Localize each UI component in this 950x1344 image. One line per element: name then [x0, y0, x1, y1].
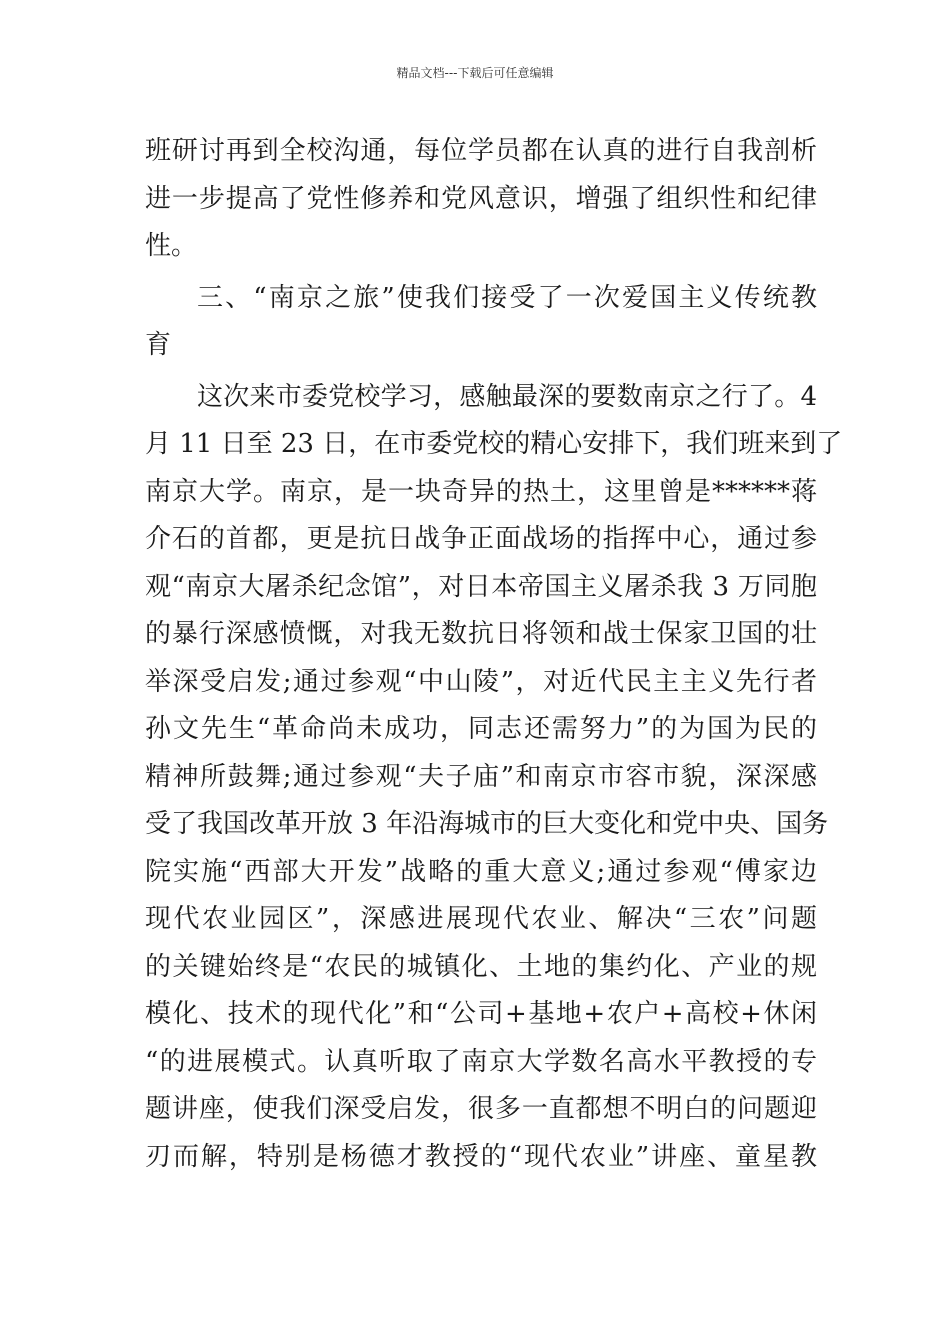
- text-line: 月 11 日至 23 日，在市委党校的精心安排下，我们班来到了: [145, 429, 843, 459]
- text-line: 孙文先生“革命尚未成功，同志还需努力”的为国为民的: [145, 714, 817, 744]
- text-line: 的关键始终是“农民的城镇化、土地的集约化、产业的规: [145, 951, 817, 982]
- text-line: 介石的首都，更是抗日战争正面战场的指挥中心，通过参: [145, 524, 817, 554]
- section-heading: [145, 275, 817, 370]
- text-line: 三、“南京之旅”使我们接受了一次爱国主义传统教: [197, 282, 817, 313]
- text-line: 班研讨再到全校沟通，每位学员都在认真的进行自我剖析: [145, 136, 817, 166]
- document-body: [145, 128, 843, 1181]
- text-line: 育: [145, 330, 172, 360]
- text-line: 刃而解，特别是杨德才教授的“现代农业”讲座、童星教: [145, 1141, 817, 1172]
- text-line: 现代农业园区”，深感进展现代农业、解决“三农”问题: [145, 904, 817, 934]
- text-line: 受了我国改革开放 3 年沿海城市的巨大变化和党中央、国务: [145, 809, 829, 839]
- text-line: 模化、技术的现代化”和“公司+基地+农户+高校+休闲: [145, 999, 817, 1029]
- paragraph-3: [145, 374, 843, 1182]
- paragraph-1: [145, 128, 817, 271]
- text-line: “的进展模式。认真听取了南京大学数名高水平教授的专: [145, 1046, 817, 1077]
- text-line: 题讲座，使我们深受启发，很多一直都想不明白的问题迎: [145, 1094, 817, 1124]
- text-line: 院实施“西部大开发”战略的重大意义;通过参观“傅家边: [145, 856, 817, 887]
- page-header: 精品文档---下载后可任意编辑: [396, 66, 554, 80]
- text-line: 南京大学。南京，是一块奇异的热土，这里曾是******蒋: [145, 476, 817, 507]
- text-line: 观“南京大屠杀纪念馆”，对日本帝国主义屠杀我 3 万同胞: [145, 571, 817, 602]
- text-line: 精神所鼓舞;通过参观“夫子庙”和南京市容市貌，深深感: [145, 761, 817, 792]
- text-line: 性。: [145, 231, 198, 261]
- text-line: 举深受启发;通过参观“中山陵”，对近代民主主义先行者: [145, 666, 817, 697]
- text-line: 的暴行深感愤慨，对我无数抗日将领和战士保家卫国的壮: [145, 619, 817, 649]
- text-line: 进一步提高了党性修养和党风意识，增强了组织性和纪律: [145, 183, 817, 214]
- text-line: 这次来市委党校学习，感触最深的要数南京之行了。4: [197, 381, 817, 412]
